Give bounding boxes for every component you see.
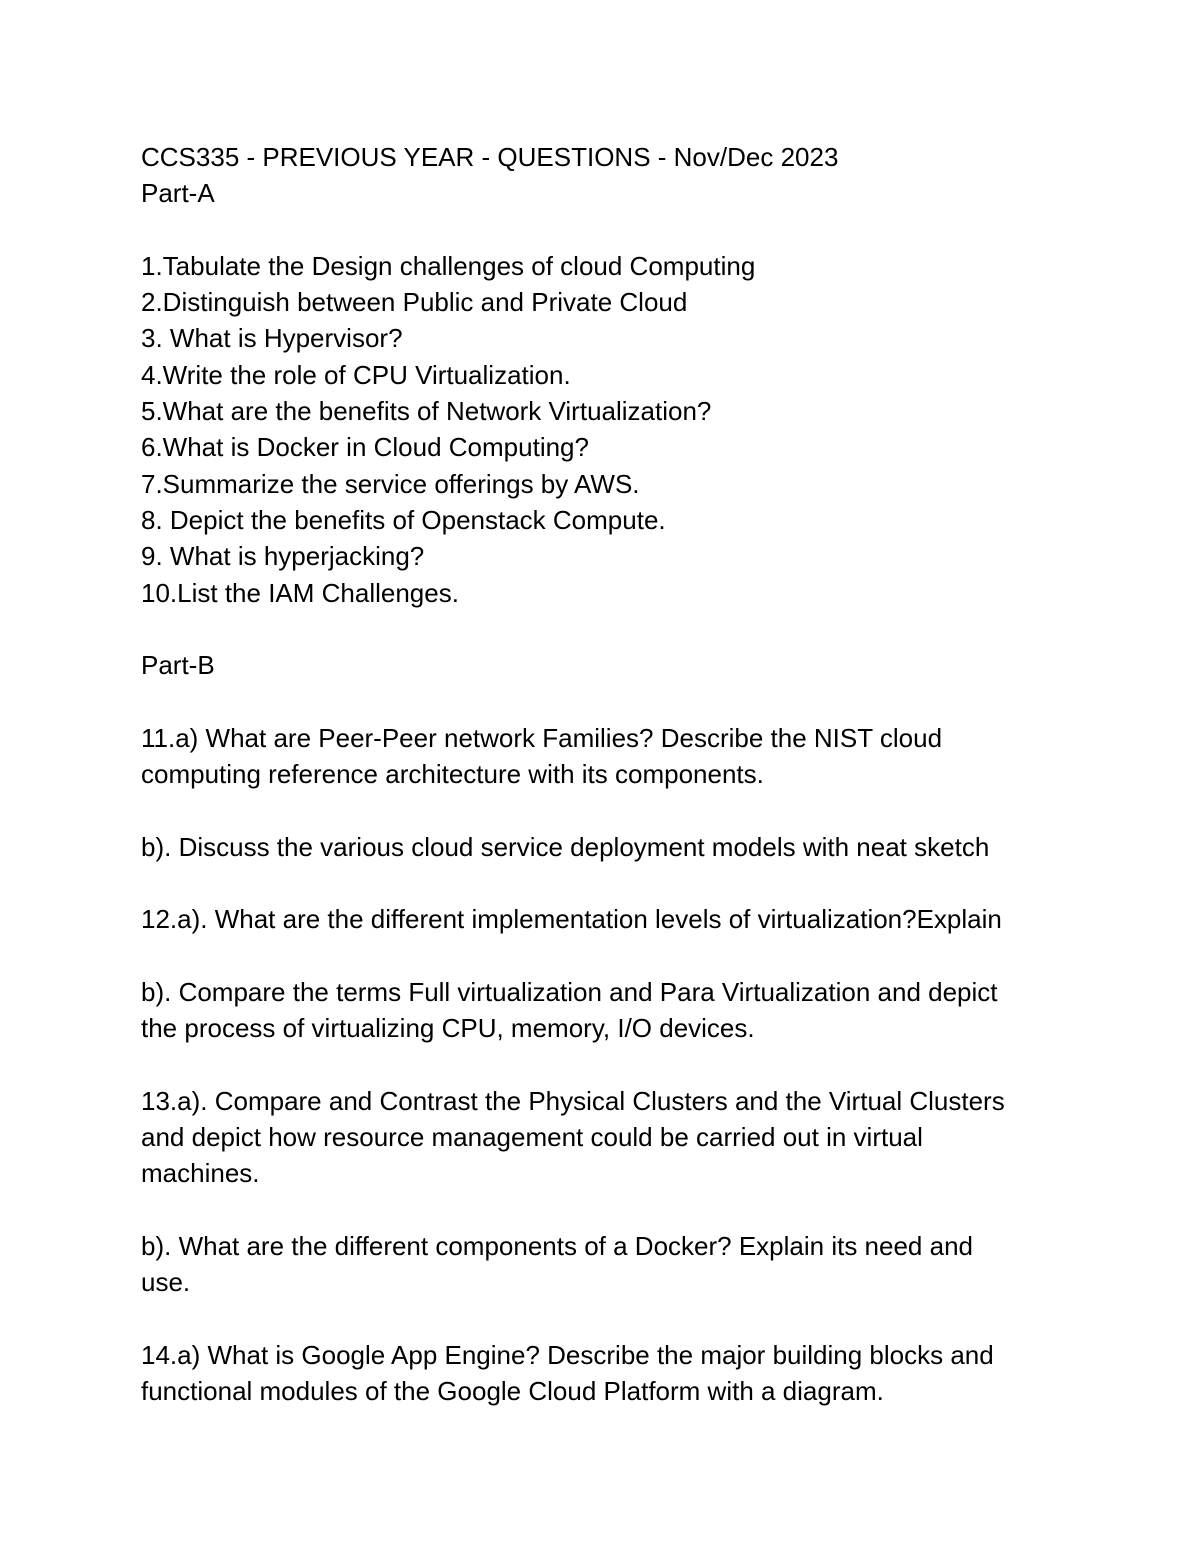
question-line: use.: [141, 1267, 191, 1298]
part-a-question: 4.Write the role of CPU Virtualization.: [141, 359, 571, 390]
part-a-question: 7.Summarize the service offerings by AWS.: [141, 468, 640, 499]
question-line: b). What are the different components of a Docker? Explain its need and: [141, 1230, 973, 1261]
question-line: computing reference architecture with its components.: [141, 759, 764, 790]
part-a-question: 10.List the IAM Challenges.: [141, 577, 459, 608]
question-line: 11.a) What are Peer-Peer network Families? Describe the NIST cloud: [141, 722, 943, 753]
question-line: 12.a). What are the different implementation levels of virtualization?Explain: [141, 904, 1002, 935]
document-title: CCS335 - PREVIOUS YEAR - QUESTIONS - Nov/Dec 2023: [141, 142, 839, 172]
question-line: machines.: [141, 1158, 260, 1189]
spacer: [141, 1192, 1081, 1228]
part-a-question-list: [141, 248, 1081, 611]
question-14a: [141, 1337, 1081, 1410]
question-11a: [141, 720, 1081, 793]
part-a-question: 1.Tabulate the Design challenges of cloud Computing: [141, 250, 756, 281]
question-line: functional modules of the Google Cloud Platform with a diagram.: [141, 1376, 884, 1407]
part-a-question: 8. Depict the benefits of Openstack Compute.: [141, 504, 666, 535]
part-a-question: 5.What are the benefits of Network Virtualization?: [141, 396, 712, 427]
question-line: and depict how resource management could be carried out in virtual: [141, 1122, 923, 1153]
question-line: b). Compare the terms Full virtualization and Para Virtualization and depict: [141, 976, 998, 1007]
spacer: [141, 1046, 1081, 1082]
part-b-heading: Part-B: [141, 650, 215, 681]
question-11b: [141, 829, 1081, 865]
part-a-question: 3. What is Hypervisor?: [141, 323, 403, 354]
part-a-question: 9. What is hyperjacking?: [141, 541, 425, 572]
part-a-heading: Part-A: [141, 178, 215, 209]
question-line: 13.a). Compare and Contrast the Physical Clusters and the Virtual Clusters: [141, 1085, 1005, 1116]
question-line: the process of virtualizing CPU, memory, I/O devices.: [141, 1013, 755, 1044]
spacer: [141, 1301, 1081, 1337]
spacer: [141, 611, 1081, 647]
spacer: [141, 792, 1081, 828]
question-13a: [141, 1083, 1081, 1192]
part-a-question: 2.Distinguish between Public and Private Cloud: [141, 287, 688, 318]
spacer: [141, 865, 1081, 901]
question-12a: [141, 901, 1081, 937]
spacer: [141, 938, 1081, 974]
document-content: [141, 139, 1081, 1409]
question-12b: [141, 974, 1081, 1047]
spacer: [141, 683, 1081, 719]
question-line: 14.a) What is Google App Engine? Describe the major building blocks and: [141, 1339, 994, 1370]
question-line: b). Discuss the various cloud service deployment models with neat sketch: [141, 831, 990, 862]
spacer: [141, 212, 1081, 248]
question-13b: [141, 1228, 1081, 1301]
part-a-question: 6.What is Docker in Cloud Computing?: [141, 432, 589, 463]
